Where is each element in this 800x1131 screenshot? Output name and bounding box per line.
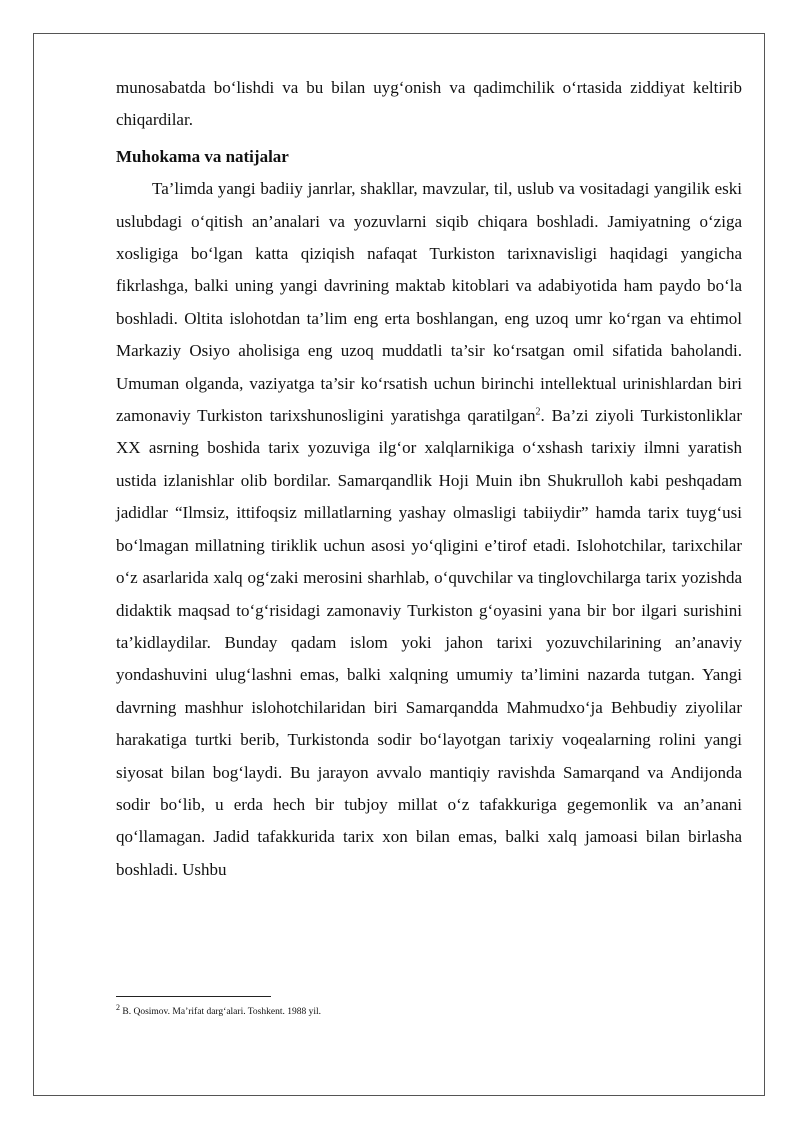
section-heading: Muhokama va natijalar	[116, 146, 289, 166]
footnote-separator	[116, 996, 271, 997]
footnote	[116, 1001, 742, 1019]
body-text-part1: Ta’limda yangi badiiy janrlar, shakllar, mavzular, til, uslub va vositadagi yangilik eski uslubdagi o‘qitish an’analari va yozuvlarni siqib chiqara boshladi. Jamiyatning o‘ziga xosligiga bo‘lgan katta qiziqish nafaqat Turkiston tarixnavisligi haqidagi yangicha fikrlashga, balki uning yangi davrining maktab kitoblari va adabiyotida ham paydo bo‘la boshladi. Oltita islohotdan ta’lim eng erta boshlangan, eng uzoq umr ko‘rgan va ehtimol Markaziy Osiyo aholisiga eng uzoq muddatli ta’sir ko‘rsatgan omil sifatida baholandi. Umuman olganda, vaziyatga ta’sir ko‘rsatish uchun birinchi intellektual urinishlardan biri zamonaviy Turkiston tarixshunosligini yaratishga qaratilgan	[116, 179, 742, 426]
body-paragraph	[116, 173, 742, 886]
footnote-reference[interactable]: 2	[535, 406, 541, 418]
intro-paragraph: munosabatda bo‘lishdi va bu bilan uyg‘onish va qadimchilik o‘rtasida ziddiyat keltirib chiqardilar.	[116, 78, 742, 130]
footnote-number: 2	[116, 1003, 120, 1012]
body-text-part2: . Ba’zi ziyoli Turkistonliklar XX asrning boshida tarix yozuviga ilg‘or xalqlarnikiga o‘xshash tarixiy ilmni yaratish ustida izlanishlar olib bordilar. Samarqandlik Hoji Muin ibn Shukrulloh kabi peshqadam jadidlar “Ilmsiz, ittifoqsiz millatlarning yashay olmasligi tabiiydir” hamda tarix tuyg‘usi bo‘lmagan millatning tiriklik uchun asosi yo‘qligini e’tirof etadi. Islohotchilar, tarixchilar o‘z asarlarida xalq og‘zaki merosini sharhlab, o‘quvchilar va tinglovchilarga tarix yozishda didaktik maqsad to‘g‘risidagi zamonaviy Turkiston g‘oyasini yana bir bor ilgari surishini ta’kidlaydilar. Bunday qadam islom yoki jahon tarixi yozuvchilarining an’anaviy yondashuvini ulug‘lashni emas, balki xalqning umumiy ta’limini nazarda tutgan. Yangi davrning mashhur islohotchilaridan biri Samarqandda Mahmudxo‘ja Behbudiy ziyolilar harakatiga turtki berib, Turkistonda sodir bo‘layotgan tarixiy voqealarning rolini yangi siyosat bilan bog‘laydi. Bu jarayon avvalo mantiqiy ravishda Samarqand va Andijonda sodir bo‘lib, u erda hech bir tubjoy millat o‘z tafakkuriga gegemonlik va an’anani qo‘llamagan. Jadid tafakkurida tarix xon bilan emas, balki xalq jamoasi bilan birlasha boshladi. Ushbu	[116, 406, 743, 879]
footnote-text: B. Qosimov. Ma’rifat darg‘alari. Toshkent. 1988 yil.	[122, 1007, 322, 1018]
page-content	[116, 72, 742, 886]
